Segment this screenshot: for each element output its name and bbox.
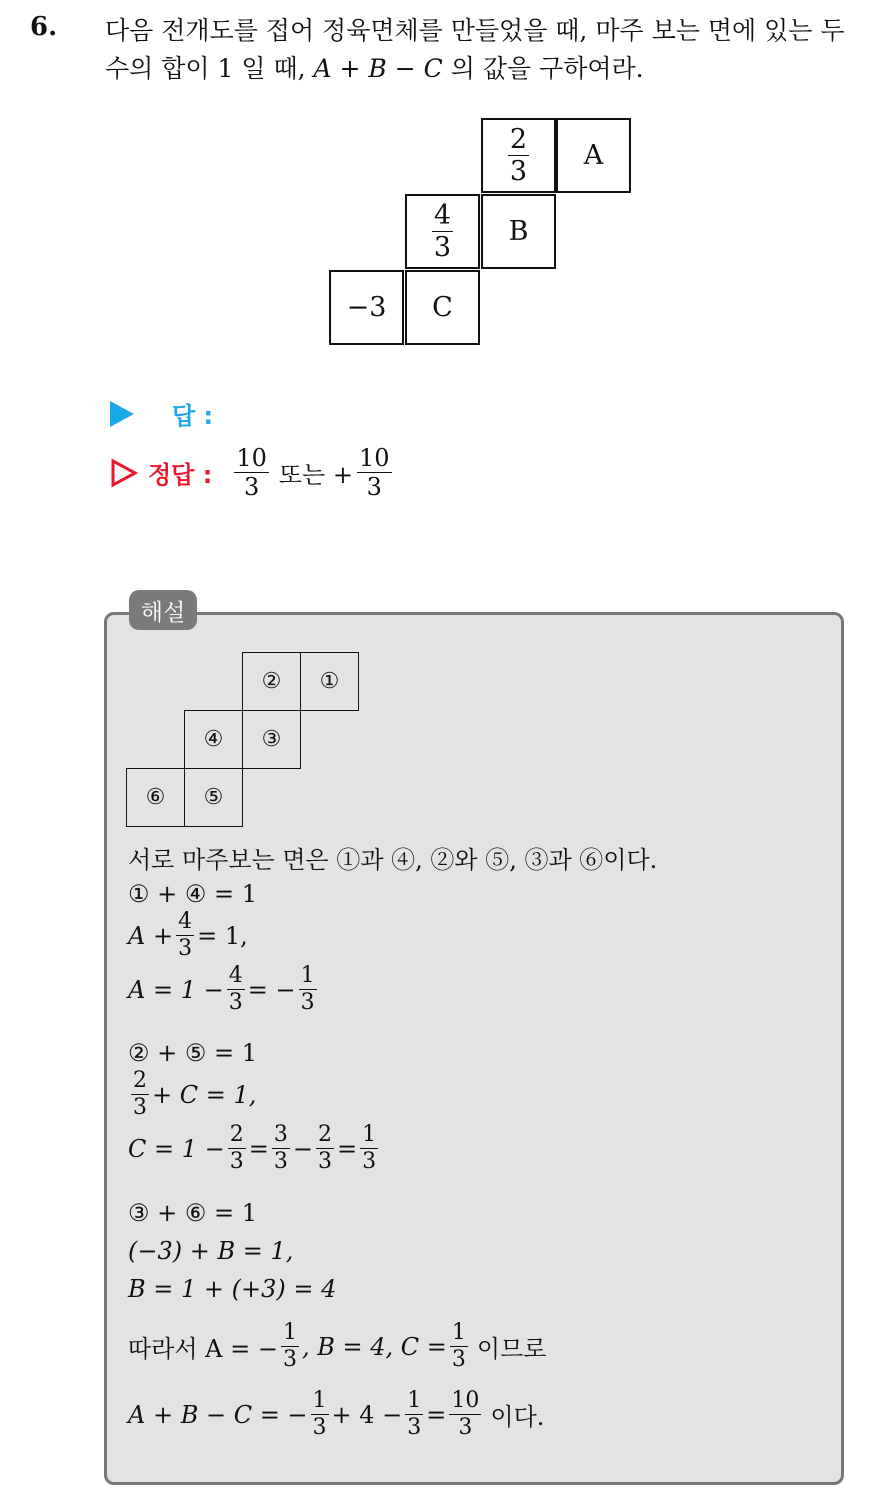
net-cell-c: C — [405, 270, 480, 345]
net-cell-neg3: −3 — [329, 270, 404, 345]
net-cell-b: B — [481, 194, 556, 269]
net-cell-two-thirds: $\frac{2}{3}$ — [481, 118, 556, 193]
question-text — [105, 12, 865, 88]
solution-line-12: A + B − C = − $\frac{1}{3}$ + 4 − $\frac{1}{3}$ = $\frac{10}{3}$ 이다. — [128, 1388, 545, 1440]
net-cell-a: A — [556, 118, 631, 193]
solution-line-10: B = 1 + (+3) = 4 — [128, 1275, 337, 1303]
outline-triangle-icon — [110, 458, 138, 488]
solution-line-11: 따라서 A = − $\frac{1}{3}$ , B = 4, C = $\frac{1}{3}$ 이므로 — [128, 1320, 547, 1372]
solution-line-1: 서로 마주보는 면은 ①과 ④, ②와 ⑤, ③과 ⑥이다. — [128, 846, 658, 874]
question-expression: A + B − C — [313, 54, 443, 83]
solution-badge: 해설 — [129, 590, 197, 630]
solution-net-cell: ⑤ — [184, 768, 243, 827]
solution-line-6: $\frac{2}{3}$ + C = 1, — [133, 1068, 257, 1120]
solution-line-4: A = 1 − $\frac{4}{3}$ = − $\frac{1}{3}$ — [128, 963, 315, 1015]
solution-net-cell: ② — [242, 652, 301, 711]
answer-label: 답 : — [172, 402, 214, 430]
solution-line-2: ① + ④ = 1 — [128, 880, 258, 908]
solution-net-cell: ④ — [184, 710, 243, 769]
answer-connector: 또는 + — [278, 461, 353, 489]
correct-answer-row — [110, 446, 392, 499]
question-line-1: 다음 전개도를 접어 정육면체를 만들었을 때, 마주 보는 면에 있는 두 — [105, 16, 845, 45]
answer-row — [110, 396, 213, 431]
solution-net-cell: ⑥ — [126, 768, 185, 827]
solution-line-8: ③ + ⑥ = 1 — [128, 1199, 258, 1227]
question-number: 6. — [30, 12, 58, 42]
net-cell-four-thirds: $\frac{4}{3}$ — [405, 194, 480, 269]
solution-line-7: C = 1 − $\frac{2}{3}$ = $\frac{3}{3}$ − $\frac{2}{3}$ = $\frac{1}{3}$ — [128, 1122, 377, 1174]
answer-value-2: $\frac{10}{3}$ — [358, 444, 390, 501]
solution-line-5: ② + ⑤ = 1 — [128, 1039, 258, 1067]
solution-net-cell: ③ — [242, 710, 301, 769]
correct-answer-label: 정답 : — [148, 461, 213, 489]
play-triangle-icon — [110, 401, 134, 427]
solution-line-9: (−3) + B = 1, — [128, 1237, 294, 1265]
answer-value-1: $\frac{10}{3}$ — [236, 444, 267, 501]
solution-net-cell: ① — [300, 652, 359, 711]
solution-line-3: A + $\frac{4}{3}$ = 1, — [128, 909, 248, 961]
question-line-2: 수의 합이 1 일 때, A + B − C 의 값을 구하여라. — [105, 54, 644, 83]
